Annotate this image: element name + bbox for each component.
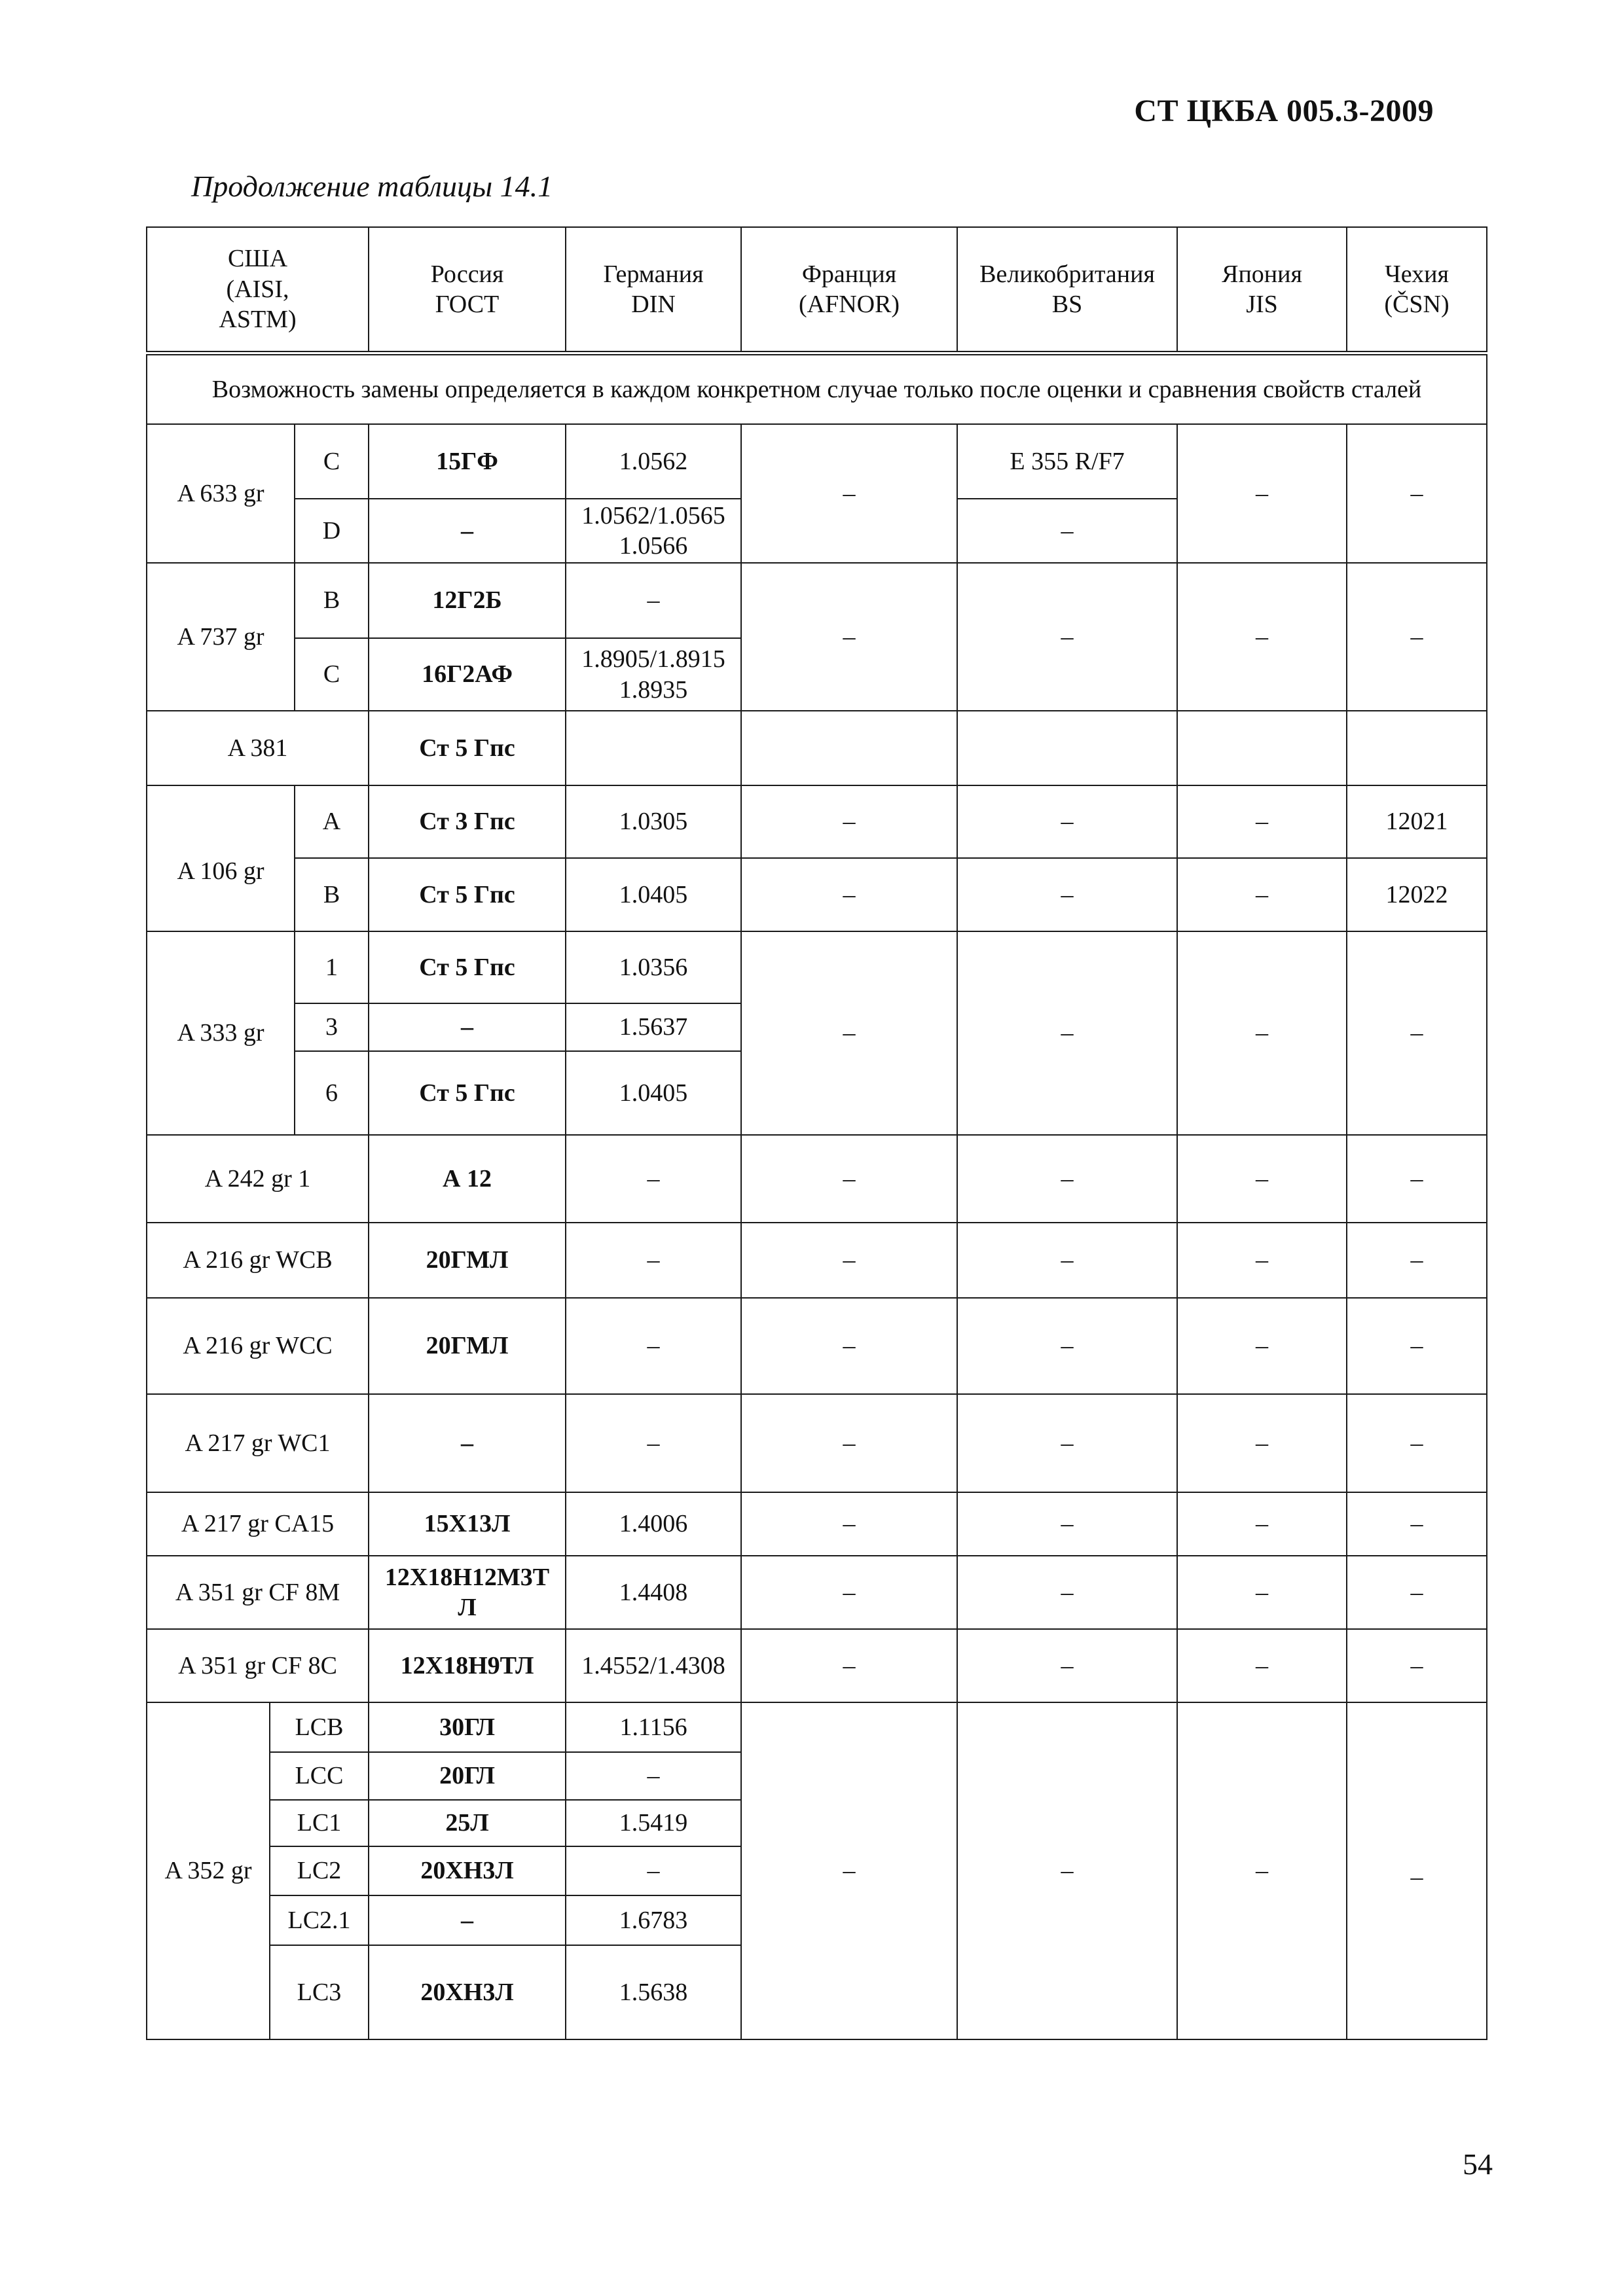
grade-subtype: 3 (295, 1003, 369, 1051)
germany-din-grade: – (566, 1298, 741, 1394)
japan-grade: – (1177, 1702, 1347, 2039)
france-grade: – (741, 1394, 957, 1492)
france-grade: – (741, 1702, 957, 2039)
germany-din-grade: 1.5419 (566, 1800, 741, 1846)
germany-din-grade: 1.5638 (566, 1945, 741, 2039)
japan-grade: – (1177, 1629, 1347, 1702)
uk-grade: – (957, 1394, 1177, 1492)
header-germany: Германия DIN (566, 227, 741, 353)
header-czech: Чехия (ČSN) (1347, 227, 1487, 353)
grade-subtype: B (295, 563, 369, 638)
japan-grade: – (1177, 1135, 1347, 1223)
germany-din-grade: 1.8905/1.8915 1.8935 (566, 638, 741, 711)
table-row (147, 1629, 1487, 1702)
uk-grade: – (957, 858, 1177, 931)
table-row (147, 1702, 1487, 1752)
usa-grade: A 633 gr (147, 424, 295, 563)
czech-grade: – (1347, 1702, 1487, 2039)
usa-grade: A 216 gr WCC (147, 1298, 369, 1394)
czech-grade: – (1347, 1556, 1487, 1629)
russia-gost-grade: 20ГМЛ (369, 1298, 566, 1394)
russia-gost-grade: – (369, 1003, 566, 1051)
uk-grade: – (957, 1702, 1177, 2039)
russia-gost-grade: Ст 5 Гпс (369, 931, 566, 1003)
russia-gost-grade: 15ГФ (369, 424, 566, 499)
japan-grade (1177, 711, 1347, 785)
uk-grade: – (957, 1556, 1177, 1629)
czech-grade: 12021 (1347, 785, 1487, 858)
uk-grade: – (957, 1135, 1177, 1223)
usa-grade: A 242 gr 1 (147, 1135, 369, 1223)
japan-grade: – (1177, 424, 1347, 563)
table-row (147, 711, 1487, 785)
germany-din-grade: 1.0562 (566, 424, 741, 499)
france-grade: – (741, 785, 957, 858)
uk-grade: – (957, 499, 1177, 563)
germany-din-grade: – (566, 1394, 741, 1492)
germany-din-grade: 1.6783 (566, 1895, 741, 1945)
usa-grade: A 106 gr (147, 785, 295, 931)
grade-subtype: LCC (270, 1752, 369, 1800)
france-grade: – (741, 424, 957, 563)
russia-gost-grade: А 12 (369, 1135, 566, 1223)
russia-gost-grade: – (369, 1895, 566, 1945)
russia-gost-grade: – (369, 499, 566, 563)
japan-grade: – (1177, 858, 1347, 931)
france-grade: – (741, 1298, 957, 1394)
table-note-row (147, 353, 1487, 425)
usa-grade: A 737 gr (147, 563, 295, 711)
germany-din-grade: 1.0305 (566, 785, 741, 858)
usa-grade: A 351 gr CF 8C (147, 1629, 369, 1702)
header-france: Франция (AFNOR) (741, 227, 957, 353)
russia-gost-grade: 20ГМЛ (369, 1223, 566, 1298)
germany-din-grade: – (566, 1752, 741, 1800)
replacement-note: Возможность замены определяется в каждом конкретном случае только после оценки и сравнения свойств сталей (147, 353, 1487, 425)
france-grade: – (741, 1556, 957, 1629)
uk-grade (957, 711, 1177, 785)
uk-grade: – (957, 1629, 1177, 1702)
uk-grade: – (957, 1223, 1177, 1298)
grade-subtype: LC1 (270, 1800, 369, 1846)
table-caption: Продолжение таблицы 14.1 (191, 170, 553, 203)
uk-grade: – (957, 785, 1177, 858)
japan-grade: – (1177, 1223, 1347, 1298)
grade-subtype: LC3 (270, 1945, 369, 2039)
czech-grade: – (1347, 1223, 1487, 1298)
russia-gost-grade: 15Х13Л (369, 1492, 566, 1556)
usa-grade: A 216 gr WCB (147, 1223, 369, 1298)
russia-gost-grade: Ст 5 Гпс (369, 711, 566, 785)
header-uk: Великобритания BS (957, 227, 1177, 353)
japan-grade: – (1177, 931, 1347, 1135)
usa-grade: A 381 (147, 711, 369, 785)
header-usa: США (AISI, ASTM) (147, 227, 369, 353)
uk-grade: – (957, 1492, 1177, 1556)
table-row (147, 424, 1487, 499)
grade-subtype: 6 (295, 1051, 369, 1135)
table-header-row (147, 227, 1487, 353)
table-row (147, 785, 1487, 858)
czech-grade: – (1347, 1135, 1487, 1223)
header-japan: Япония JIS (1177, 227, 1347, 353)
usa-grade: A 352 gr (147, 1702, 270, 2039)
russia-gost-grade: – (369, 1394, 566, 1492)
france-grade: – (741, 1492, 957, 1556)
france-grade: – (741, 1629, 957, 1702)
russia-gost-grade: 12Г2Б (369, 563, 566, 638)
table-row (147, 1135, 1487, 1223)
germany-din-grade: 1.4006 (566, 1492, 741, 1556)
czech-grade: – (1347, 563, 1487, 711)
table-row (147, 858, 1487, 931)
russia-gost-grade: Ст 3 Гпс (369, 785, 566, 858)
japan-grade: – (1177, 1492, 1347, 1556)
france-grade (741, 711, 957, 785)
grade-subtype: C (295, 424, 369, 499)
grade-subtype: A (295, 785, 369, 858)
russia-gost-grade: 20ГЛ (369, 1752, 566, 1800)
russia-gost-grade: 12Х18Н9ТЛ (369, 1629, 566, 1702)
germany-din-grade: 1.1156 (566, 1702, 741, 1752)
czech-grade: – (1347, 1298, 1487, 1394)
uk-grade: – (957, 563, 1177, 711)
germany-din-grade: 1.0356 (566, 931, 741, 1003)
table-row (147, 1223, 1487, 1298)
page-number: 54 (1463, 2147, 1493, 2181)
germany-din-grade: – (566, 1223, 741, 1298)
germany-din-grade: – (566, 1135, 741, 1223)
table-row (147, 1298, 1487, 1394)
germany-din-grade: 1.0405 (566, 858, 741, 931)
japan-grade: – (1177, 785, 1347, 858)
russia-gost-grade: 20ХН3Л (369, 1846, 566, 1895)
germany-din-grade (566, 711, 741, 785)
table-row (147, 1394, 1487, 1492)
germany-din-grade: 1.4408 (566, 1556, 741, 1629)
grade-subtype: LCB (270, 1702, 369, 1752)
czech-grade (1347, 711, 1487, 785)
russia-gost-grade: 16Г2АФ (369, 638, 566, 711)
russia-gost-grade: Ст 5 Гпс (369, 858, 566, 931)
grade-subtype: LC2 (270, 1846, 369, 1895)
russia-gost-grade: Ст 5 Гпс (369, 1051, 566, 1135)
grade-subtype: D (295, 499, 369, 563)
uk-grade: – (957, 1298, 1177, 1394)
steel-equivalents-table (146, 226, 1487, 2040)
japan-grade: – (1177, 1394, 1347, 1492)
uk-grade: – (957, 931, 1177, 1135)
table-row (147, 1492, 1487, 1556)
france-grade: – (741, 931, 957, 1135)
uk-grade: E 355 R/F7 (957, 424, 1177, 499)
russia-gost-grade: 20ХН3Л (369, 1945, 566, 2039)
russia-gost-grade: 25Л (369, 1800, 566, 1846)
czech-grade: – (1347, 1492, 1487, 1556)
germany-din-grade: – (566, 563, 741, 638)
usa-grade: A 217 gr WC1 (147, 1394, 369, 1492)
czech-grade: – (1347, 931, 1487, 1135)
france-grade: – (741, 1223, 957, 1298)
germany-din-grade: 1.5637 (566, 1003, 741, 1051)
grade-subtype: 1 (295, 931, 369, 1003)
russia-gost-grade: 30ГЛ (369, 1702, 566, 1752)
table-row (147, 563, 1487, 638)
grade-subtype: LC2.1 (270, 1895, 369, 1945)
table-row (147, 931, 1487, 1003)
japan-grade: – (1177, 1298, 1347, 1394)
france-grade: – (741, 858, 957, 931)
france-grade: – (741, 1135, 957, 1223)
usa-grade: A 351 gr CF 8M (147, 1556, 369, 1629)
table-row (147, 1556, 1487, 1629)
document-code: СТ ЦКБА 005.3-2009 (1134, 94, 1434, 128)
germany-din-grade: 1.0405 (566, 1051, 741, 1135)
grade-subtype: C (295, 638, 369, 711)
japan-grade: – (1177, 1556, 1347, 1629)
russia-gost-grade: 12Х18Н12М3Т Л (369, 1556, 566, 1629)
japan-grade: – (1177, 563, 1347, 711)
grade-subtype: B (295, 858, 369, 931)
germany-din-grade: 1.4552/1.4308 (566, 1629, 741, 1702)
usa-grade: A 217 gr CA15 (147, 1492, 369, 1556)
czech-grade: – (1347, 424, 1487, 563)
czech-grade: – (1347, 1629, 1487, 1702)
france-grade: – (741, 563, 957, 711)
czech-grade: – (1347, 1394, 1487, 1492)
czech-grade: 12022 (1347, 858, 1487, 931)
usa-grade: A 333 gr (147, 931, 295, 1135)
header-russia: Россия ГОСТ (369, 227, 566, 353)
germany-din-grade: 1.0562/1.0565 1.0566 (566, 499, 741, 563)
germany-din-grade: – (566, 1846, 741, 1895)
